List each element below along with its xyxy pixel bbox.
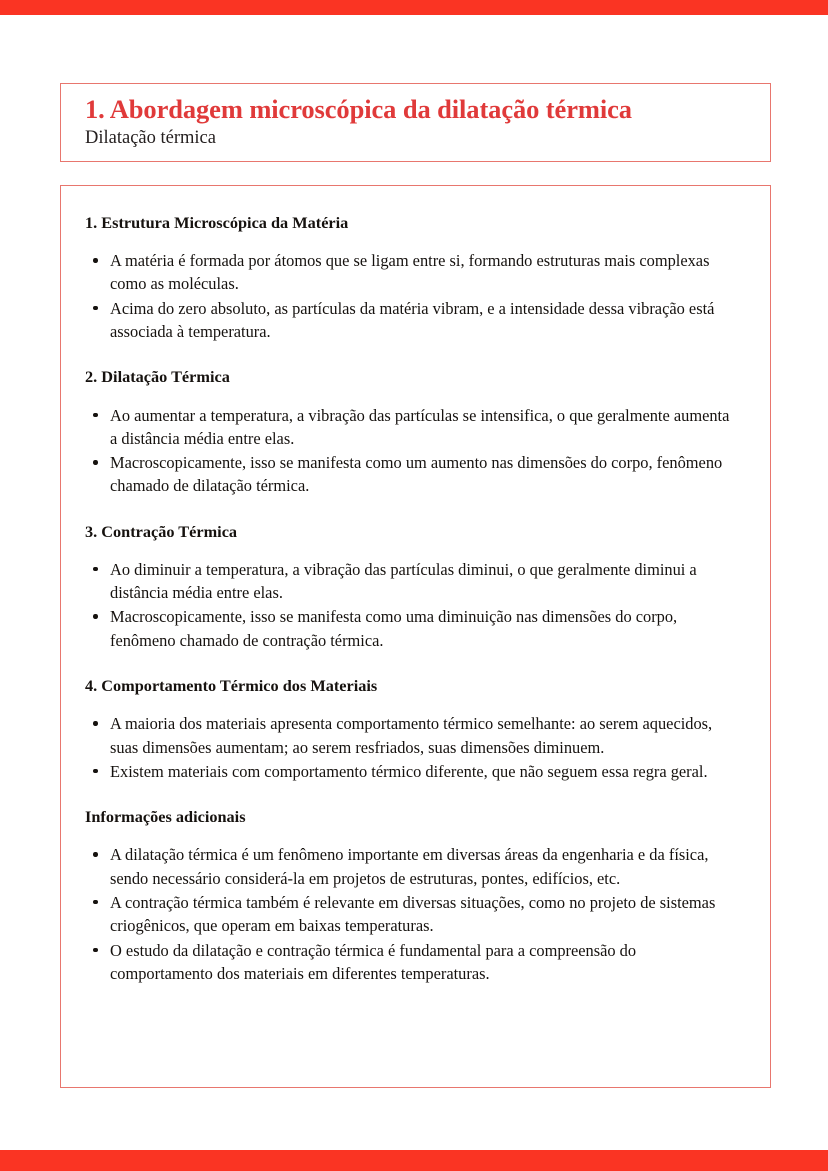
list-item: Existem materiais com comportamento térmico diferente, que não seguem essa regra geral. <box>85 760 710 783</box>
list-item: A dilatação térmica é um fenômeno importante em diversas áreas da engenharia e da física, sendo necessário considerá-la em projetos de estruturas, pontes, edifícios, etc. <box>85 843 744 890</box>
section-heading: 2. Dilatação Térmica <box>85 367 230 387</box>
section-comportamento-termico <box>85 675 744 783</box>
top-accent-bar <box>0 0 828 15</box>
section-estrutura-microscopica <box>85 212 744 343</box>
section-bullet-list <box>85 712 744 783</box>
list-item: O estudo da dilatação e contração térmica é fundamental para a compreensão do comportamento dos materiais em diferentes temperaturas. <box>85 939 720 986</box>
section-bullet-list <box>85 404 744 498</box>
bottom-accent-bar <box>0 1150 828 1171</box>
content-body <box>61 186 770 985</box>
section-heading: 3. Contração Térmica <box>85 521 238 541</box>
section-heading: Informações adicionais <box>85 807 246 827</box>
section-bullet-list <box>85 249 744 343</box>
section-informacoes-adicionais <box>85 806 744 985</box>
title-header-content <box>61 84 770 150</box>
page-title: 1. Abordagem microscópica da dilatação térmica <box>85 94 632 124</box>
page-subtitle: Dilatação térmica <box>85 127 216 148</box>
list-item: Acima do zero absoluto, as partículas da matéria vibram, e a intensidade dessa vibração está associada à temperatura. <box>85 297 744 344</box>
list-item: A maioria dos materiais apresenta comportamento térmico semelhante: ao serem aquecidos, suas dimensões aumentam; ao serem resfriados, suas dimensões diminuem. <box>85 712 744 759</box>
section-contracao-termica <box>85 521 744 652</box>
content-box <box>60 185 771 1088</box>
list-item: Macroscopicamente, isso se manifesta como um aumento nas dimensões do corpo, fenômeno chamado de dilatação térmica. <box>85 451 725 498</box>
section-dilatacao-termica <box>85 366 744 497</box>
section-bullet-list <box>85 558 744 652</box>
list-item: Ao diminuir a temperatura, a vibração das partículas diminui, o que geralmente diminui a distância média entre elas. <box>85 558 744 605</box>
list-item: A contração térmica também é relevante em diversas situações, como no projeto de sistemas criogênicos, que operam em baixas temperaturas. <box>85 891 728 938</box>
section-heading: 1. Estrutura Microscópica da Matéria <box>85 213 349 232</box>
list-item: Macroscopicamente, isso se manifesta como uma diminuição nas dimensões do corpo, fenômeno chamado de contração térmica. <box>85 605 732 652</box>
list-item: Ao aumentar a temperatura, a vibração das partículas se intensifica, o que geralmente aumenta a distância média entre elas. <box>85 404 740 451</box>
section-bullet-list <box>85 843 744 985</box>
title-header-box <box>60 83 771 162</box>
section-heading: 4. Comportamento Térmico dos Materiais <box>85 676 378 696</box>
list-item: A matéria é formada por átomos que se ligam entre si, formando estruturas mais complexas como as moléculas. <box>85 249 744 296</box>
